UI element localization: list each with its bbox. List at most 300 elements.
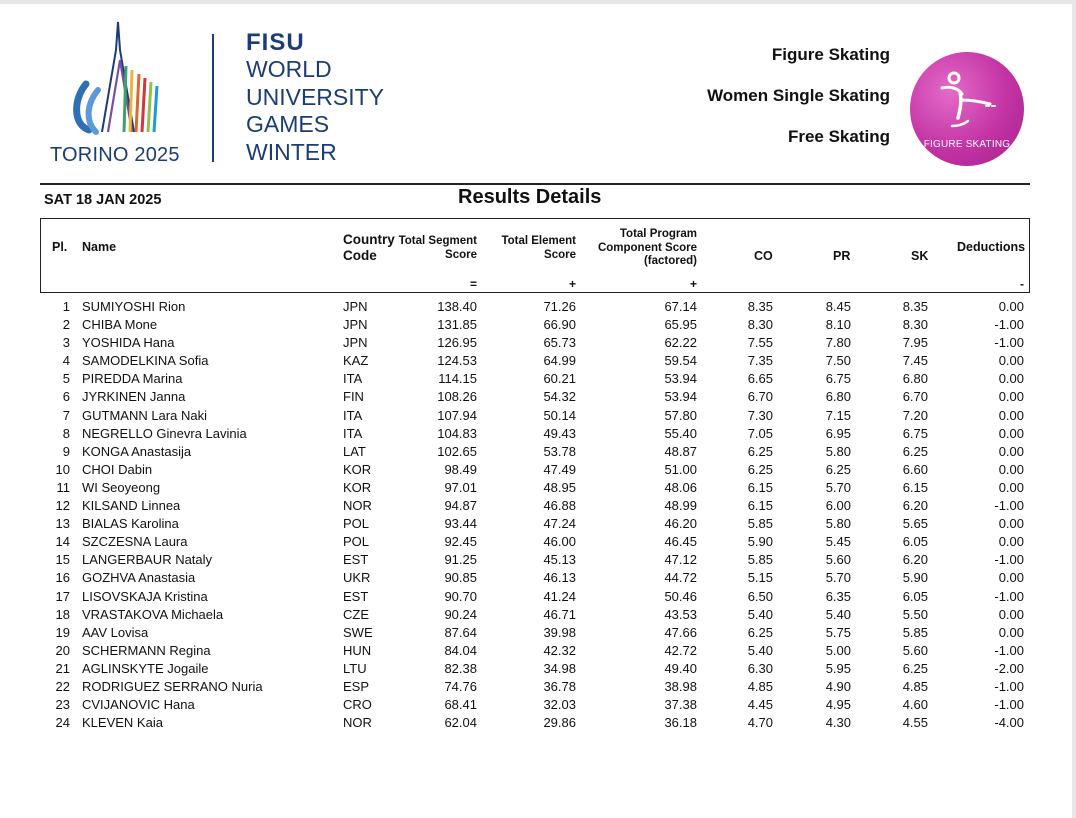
co-score-cell: 8.35 — [747, 299, 773, 314]
program-component-score-cell: 43.53 — [664, 606, 697, 622]
sk-score-cell: 6.75 — [902, 425, 928, 441]
table-row — [40, 479, 1030, 497]
deductions-cell: 0.00 — [998, 353, 1024, 369]
pr-score-cell: 6.75 — [825, 371, 851, 387]
total-element-score-cell: 47.49 — [543, 461, 576, 477]
total-element-score-cell: 29.86 — [543, 715, 576, 731]
co-score-cell: 5.40 — [747, 642, 773, 658]
country-code-cell: KOR — [343, 461, 372, 477]
deductions-cell: -1.00 — [994, 552, 1024, 568]
total-element-score-cell: 49.43 — [543, 425, 576, 441]
table-row — [40, 298, 1030, 316]
table-row — [40, 497, 1030, 515]
table-row — [40, 425, 1030, 443]
pr-score-cell: 5.70 — [825, 479, 851, 495]
deductions-cell: 0.00 — [998, 425, 1024, 441]
deductions-cell: -1.00 — [994, 335, 1024, 351]
total-element-score-cell: 65.73 — [543, 335, 576, 351]
pr-score-cell: 5.45 — [825, 534, 851, 550]
table-row — [40, 678, 1030, 696]
sk-score-cell: 6.70 — [902, 389, 928, 405]
fisu-line-games: GAMES — [246, 111, 330, 137]
table-row — [40, 660, 1030, 678]
co-score-cell: 8.30 — [747, 317, 773, 333]
total-element-score-cell: 46.13 — [543, 570, 576, 586]
place-cell: 13 — [55, 516, 70, 532]
fisu-line-world: WORLD — [246, 56, 332, 82]
event-segment: Free Skating — [787, 127, 890, 146]
program-component-score-cell: 57.80 — [664, 407, 697, 423]
sk-score-cell: 6.25 — [902, 443, 928, 459]
total-element-score-cell: 54.32 — [543, 389, 576, 405]
col-header-place: Pl. — [52, 240, 68, 254]
country-code-cell: ITA — [343, 425, 363, 441]
program-component-score-cell: 36.18 — [664, 715, 697, 731]
total-segment-score-cell: 104.83 — [437, 425, 477, 441]
program-component-score-cell: 47.12 — [664, 552, 697, 568]
program-component-score-cell: 48.06 — [664, 479, 697, 495]
logo-divider — [212, 34, 214, 162]
place-cell: 15 — [55, 552, 70, 568]
total-segment-score-cell: 91.25 — [444, 552, 477, 568]
country-code-cell: LTU — [343, 660, 367, 676]
col-header-program-component-score — [576, 228, 697, 269]
program-component-score-cell: 46.45 — [664, 534, 697, 550]
program-component-score-cell: 50.46 — [664, 588, 697, 604]
total-segment-score-cell: 98.49 — [444, 461, 477, 477]
sk-score-cell: 4.85 — [902, 678, 928, 694]
total-segment-score-cell: 68.41 — [444, 697, 477, 713]
deductions-cell: -1.00 — [994, 317, 1024, 333]
program-component-score-cell: 59.54 — [664, 353, 697, 369]
co-score-cell: 4.45 — [747, 697, 773, 713]
sk-score-cell: 6.05 — [902, 534, 928, 550]
table-row — [40, 407, 1030, 425]
country-code-cell: ITA — [343, 407, 363, 423]
deductions-cell: -1.00 — [994, 697, 1024, 713]
co-score-cell: 5.85 — [747, 516, 773, 532]
results-table-body — [40, 298, 1030, 732]
pr-score-cell: 4.95 — [825, 697, 851, 713]
program-component-score-cell: 62.22 — [664, 335, 697, 351]
pr-score-cell: 6.35 — [825, 588, 851, 604]
place-cell: 20 — [55, 642, 70, 658]
co-score-cell: 6.65 — [747, 371, 773, 387]
country-code-cell: EST — [343, 588, 369, 604]
col-header-pr: PR — [833, 249, 851, 263]
pr-score-cell: 5.60 — [825, 552, 851, 568]
total-segment-score-cell: 90.85 — [444, 570, 477, 586]
total-element-score-cell: 48.95 — [543, 479, 576, 495]
country-code-cell: JPN — [343, 317, 368, 333]
place-cell: 10 — [55, 461, 70, 477]
col-header-name: Name — [82, 240, 117, 254]
skater-name-cell: SAMODELKINA Sofia — [82, 353, 209, 369]
col-header-tss-line1: Total Segment — [398, 235, 477, 247]
place-cell: 18 — [55, 606, 70, 622]
co-score-cell: 7.55 — [747, 335, 773, 351]
table-row — [40, 533, 1030, 551]
skater-name-cell: BIALAS Karolina — [82, 516, 179, 532]
sk-score-cell: 6.80 — [902, 371, 928, 387]
sk-score-cell: 6.20 — [902, 552, 928, 568]
total-element-score-cell: 39.98 — [543, 624, 576, 640]
page-right-border — [1072, 0, 1076, 818]
skater-name-cell: SZCZESNA Laura — [82, 534, 188, 550]
co-score-cell: 6.25 — [747, 443, 773, 459]
table-row — [40, 461, 1030, 479]
pr-score-cell: 5.00 — [825, 642, 851, 658]
country-code-cell: POL — [343, 516, 370, 532]
country-code-cell: NOR — [343, 498, 372, 514]
total-segment-score-cell: 92.45 — [444, 534, 477, 550]
sk-score-cell: 6.05 — [902, 588, 928, 604]
place-cell: 16 — [55, 570, 70, 586]
place-cell: 8 — [62, 425, 70, 441]
total-element-score-cell: 64.99 — [543, 353, 576, 369]
figure-skating-badge — [910, 52, 1024, 166]
country-code-cell: SWE — [343, 624, 373, 640]
program-component-score-cell: 37.38 — [664, 697, 697, 713]
country-code-cell: FIN — [343, 389, 364, 405]
sk-score-cell: 5.90 — [902, 570, 928, 586]
deductions-cell: 0.00 — [998, 570, 1024, 586]
country-code-cell: EST — [343, 552, 369, 568]
place-cell: 4 — [62, 353, 70, 369]
table-row — [40, 316, 1030, 334]
place-cell: 6 — [62, 389, 70, 405]
table-row — [40, 443, 1030, 461]
col-header-tes-line2: Score — [544, 248, 576, 261]
figure-skater-icon — [932, 66, 1002, 136]
place-cell: 21 — [55, 660, 70, 676]
program-component-score-cell: 48.87 — [664, 443, 697, 459]
pr-score-cell: 6.95 — [825, 425, 851, 441]
total-segment-score-cell: 131.85 — [437, 317, 477, 333]
skater-name-cell: NEGRELLO Ginevra Lavinia — [82, 425, 247, 441]
deductions-cell: 0.00 — [998, 461, 1024, 477]
page-title: Results Details — [458, 186, 602, 208]
country-code-cell: LAT — [343, 443, 366, 459]
place-cell: 9 — [62, 443, 70, 459]
total-element-score-cell: 45.13 — [543, 552, 576, 568]
pr-score-cell: 4.90 — [825, 678, 851, 694]
place-cell: 3 — [62, 335, 70, 351]
sk-score-cell: 5.65 — [902, 516, 928, 532]
total-segment-score-cell: 138.40 — [437, 299, 477, 314]
torino-2025-logo — [44, 20, 194, 166]
skater-name-cell: VRASTAKOVA Michaela — [82, 606, 224, 622]
total-segment-score-cell: 108.26 — [437, 389, 477, 405]
total-segment-score-cell: 84.04 — [444, 642, 477, 658]
total-segment-score-cell: 87.64 — [444, 624, 477, 640]
total-segment-score-cell: 74.76 — [444, 678, 477, 694]
total-element-score-cell: 66.90 — [543, 317, 576, 333]
table-row — [40, 696, 1030, 714]
deductions-cell: -1.00 — [994, 588, 1024, 604]
program-component-score-cell: 38.98 — [664, 678, 697, 694]
col-header-pcs-line3: (factored) — [643, 255, 697, 267]
skater-name-cell: AAV Lovisa — [82, 624, 149, 640]
pr-score-cell: 7.50 — [825, 353, 851, 369]
pr-score-cell: 6.25 — [825, 461, 851, 477]
skater-name-cell: KLEVEN Kaia — [82, 715, 163, 731]
pr-score-cell: 6.80 — [825, 389, 851, 405]
program-component-score-cell: 65.95 — [664, 317, 697, 333]
place-cell: 22 — [55, 678, 70, 694]
total-segment-score-cell: 97.01 — [444, 479, 477, 495]
place-cell: 24 — [55, 715, 70, 731]
country-code-cell: NOR — [343, 715, 372, 731]
program-component-score-cell: 51.00 — [664, 461, 697, 477]
table-row — [40, 388, 1030, 406]
co-score-cell: 7.35 — [747, 353, 773, 369]
country-code-cell: CRO — [343, 697, 372, 713]
fisu-line-university: UNIVERSITY — [246, 83, 385, 110]
deductions-cell: 0.00 — [998, 516, 1024, 532]
co-score-cell: 6.30 — [747, 660, 773, 676]
skater-name-cell: KONGA Anastasija — [82, 443, 192, 459]
sk-score-cell: 4.55 — [902, 715, 928, 731]
pr-score-cell: 5.95 — [825, 660, 851, 676]
total-element-score-cell: 71.26 — [543, 299, 576, 314]
place-cell: 2 — [62, 317, 70, 333]
total-segment-score-cell: 102.65 — [437, 443, 477, 459]
skater-name-cell: JYRKINEN Janna — [82, 389, 186, 405]
country-code-cell: CZE — [343, 606, 369, 622]
total-element-score-cell: 32.03 — [543, 697, 576, 713]
table-row — [40, 569, 1030, 587]
total-segment-score-cell: 82.38 — [444, 660, 477, 676]
country-code-cell: POL — [343, 534, 370, 550]
col-header-deductions: Deductions — [957, 240, 1026, 254]
col-header-co: CO — [754, 249, 773, 263]
total-element-score-cell: 53.78 — [543, 443, 576, 459]
deductions-cell: 0.00 — [998, 479, 1024, 495]
program-component-score-cell: 42.72 — [664, 642, 697, 658]
skater-name-cell: LANGERBAUR Nataly — [82, 552, 213, 568]
skater-name-cell: WI Seoyeong — [82, 479, 161, 495]
total-element-score-cell: 50.14 — [543, 407, 576, 423]
deductions-cell: 0.00 — [998, 624, 1024, 640]
total-segment-score-cell: 114.15 — [438, 371, 477, 387]
country-code-cell: JPN — [343, 299, 368, 314]
country-code-cell: KOR — [343, 479, 372, 495]
pr-score-cell: 7.80 — [825, 335, 851, 351]
deductions-cell: -2.00 — [994, 660, 1024, 676]
col-header-country-line1: Country — [343, 232, 395, 247]
program-component-score-cell: 44.72 — [664, 570, 697, 586]
pr-score-cell: 8.10 — [825, 317, 851, 333]
co-score-cell: 6.15 — [747, 479, 773, 495]
skater-name-cell: LISOVSKAJA Kristina — [82, 588, 208, 604]
skater-name-cell: SUMIYOSHI Rion — [82, 299, 186, 314]
country-code-cell: HUN — [343, 642, 372, 658]
skater-name-cell: GOZHVA Anastasia — [82, 570, 196, 586]
col-header-country-line2: Code — [343, 247, 377, 263]
total-element-score-cell: 36.78 — [543, 678, 576, 694]
program-component-score-cell: 47.66 — [664, 624, 697, 640]
skater-name-cell: RODRIGUEZ SERRANO Nuria — [82, 678, 263, 694]
col-header-pcs-line1: Total Program — [619, 228, 697, 240]
fisu-title: FISU — [246, 29, 305, 56]
skater-name-cell: CHOI Dabin — [82, 461, 153, 477]
table-row — [40, 606, 1030, 624]
col-header-pcs-line2: Component Score — [597, 241, 697, 254]
total-segment-score-cell: 124.53 — [437, 353, 477, 369]
torino-mole-icon — [44, 20, 194, 144]
program-component-score-cell: 67.14 — [664, 299, 697, 314]
table-row — [40, 370, 1030, 388]
total-segment-score-cell: 107.94 — [437, 407, 477, 423]
table-row — [40, 551, 1030, 569]
sk-score-cell: 7.45 — [902, 353, 928, 369]
table-row — [40, 642, 1030, 660]
sk-score-cell: 7.95 — [902, 335, 928, 351]
symbol-tss: = — [469, 277, 477, 291]
sk-score-cell: 6.60 — [902, 461, 928, 477]
skater-name-cell: SCHERMANN Regina — [82, 642, 211, 658]
total-segment-score-cell: 90.70 — [444, 588, 477, 604]
table-row — [40, 515, 1030, 533]
total-element-score-cell: 46.71 — [543, 606, 576, 622]
deductions-cell: -4.00 — [994, 715, 1024, 731]
deductions-cell: -1.00 — [994, 642, 1024, 658]
program-component-score-cell: 55.40 — [664, 425, 697, 441]
deductions-cell: -1.00 — [994, 678, 1024, 694]
sk-score-cell: 6.15 — [902, 479, 928, 495]
torino-2025-text: TORINO 2025 — [50, 144, 180, 166]
total-segment-score-cell: 93.44 — [444, 516, 477, 532]
sk-score-cell: 5.60 — [902, 642, 928, 658]
table-row — [40, 624, 1030, 642]
table-row — [40, 588, 1030, 606]
table-row — [40, 714, 1030, 732]
co-score-cell: 6.15 — [747, 498, 773, 514]
co-score-cell: 4.70 — [747, 715, 773, 731]
skater-name-cell: PIREDDA Marina — [82, 371, 183, 387]
event-discipline: Women Single Skating — [707, 86, 890, 105]
sk-score-cell: 6.25 — [902, 660, 928, 676]
col-header-tss-line2: Score — [445, 248, 477, 261]
co-score-cell: 6.25 — [747, 461, 773, 477]
pr-score-cell: 6.00 — [825, 498, 851, 514]
program-component-score-cell: 53.94 — [664, 389, 697, 405]
total-segment-score-cell: 62.04 — [444, 715, 477, 731]
deductions-cell: 0.00 — [998, 534, 1024, 550]
fisu-logo — [246, 30, 384, 166]
page-top-border — [0, 0, 1076, 4]
symbol-tes: + — [568, 277, 576, 291]
total-segment-score-cell: 94.87 — [444, 498, 477, 514]
co-score-cell: 6.70 — [747, 389, 773, 405]
place-cell: 5 — [62, 371, 70, 387]
total-element-score-cell: 47.24 — [543, 516, 576, 532]
total-element-score-cell: 42.32 — [543, 642, 576, 658]
place-cell: 23 — [55, 697, 70, 713]
sk-score-cell: 8.30 — [902, 317, 928, 333]
fisu-line-winter: WINTER — [246, 138, 337, 165]
table-row — [40, 334, 1030, 352]
deductions-cell: 0.00 — [998, 371, 1024, 387]
country-code-cell: KAZ — [343, 353, 369, 369]
skater-name-cell: YOSHIDA Hana — [82, 335, 175, 351]
co-score-cell: 7.05 — [747, 425, 773, 441]
skater-name-cell: CVIJANOVIC Hana — [82, 697, 195, 713]
sk-score-cell: 5.85 — [902, 624, 928, 640]
place-cell: 12 — [55, 498, 70, 514]
place-cell: 17 — [55, 588, 70, 604]
col-header-total-element-score — [476, 235, 576, 262]
deductions-cell: 0.00 — [998, 389, 1024, 405]
pr-score-cell: 5.80 — [825, 516, 851, 532]
deductions-cell: 0.00 — [998, 407, 1024, 423]
total-segment-score-cell: 126.95 — [437, 335, 477, 351]
place-cell: 19 — [55, 624, 70, 640]
co-score-cell: 6.25 — [747, 624, 773, 640]
total-element-score-cell: 46.00 — [543, 534, 576, 550]
skater-name-cell: AGLINSKYTE Jogaile — [82, 660, 209, 676]
symbol-pcs: + — [689, 277, 697, 291]
deductions-cell: 0.00 — [998, 299, 1024, 314]
total-element-score-cell: 41.24 — [543, 588, 576, 604]
skater-name-cell: KILSAND Linnea — [82, 498, 181, 514]
co-score-cell: 5.85 — [747, 552, 773, 568]
sk-score-cell: 4.60 — [902, 697, 928, 713]
country-code-cell: ESP — [343, 678, 370, 694]
co-score-cell: 7.30 — [747, 407, 773, 423]
sk-score-cell: 6.20 — [902, 498, 928, 514]
co-score-cell: 6.50 — [747, 588, 773, 604]
pr-score-cell: 5.75 — [825, 624, 851, 640]
place-cell: 7 — [62, 407, 70, 423]
co-score-cell: 4.85 — [747, 678, 773, 694]
deductions-cell: 0.00 — [998, 606, 1024, 622]
total-segment-score-cell: 90.24 — [444, 606, 477, 622]
col-header-tes-line1: Total Element — [501, 235, 576, 247]
pr-score-cell: 5.70 — [825, 570, 851, 586]
total-element-score-cell: 34.98 — [543, 660, 576, 676]
col-header-sk: SK — [911, 249, 929, 263]
skater-name-cell: CHIBA Mone — [82, 317, 158, 333]
pr-score-cell: 5.40 — [825, 606, 851, 622]
program-component-score-cell: 46.20 — [664, 516, 697, 532]
co-score-cell: 5.40 — [747, 606, 773, 622]
skater-name-cell: GUTMANN Lara Naki — [82, 407, 207, 423]
country-code-cell: JPN — [343, 335, 368, 351]
pr-score-cell: 5.80 — [825, 443, 851, 459]
event-info — [707, 44, 890, 167]
symbol-ded: - — [1020, 277, 1024, 291]
deductions-cell: -1.00 — [994, 498, 1024, 514]
sk-score-cell: 5.50 — [902, 606, 928, 622]
pr-score-cell: 8.45 — [825, 299, 851, 314]
pr-score-cell: 7.15 — [825, 407, 851, 423]
place-cell: 1 — [62, 299, 70, 314]
co-score-cell: 5.90 — [747, 534, 773, 550]
deductions-cell: 0.00 — [998, 443, 1024, 459]
program-component-score-cell: 49.40 — [664, 660, 697, 676]
col-header-total-segment-score — [377, 235, 477, 262]
program-component-score-cell: 48.99 — [664, 498, 697, 514]
sk-score-cell: 7.20 — [902, 407, 928, 423]
pr-score-cell: 4.30 — [825, 715, 851, 731]
place-cell: 14 — [55, 534, 70, 550]
badge-label: FIGURE SKATING — [923, 139, 1011, 150]
table-row — [40, 352, 1030, 370]
place-cell: 11 — [56, 479, 70, 495]
event-sport: Figure Skating — [771, 45, 890, 64]
